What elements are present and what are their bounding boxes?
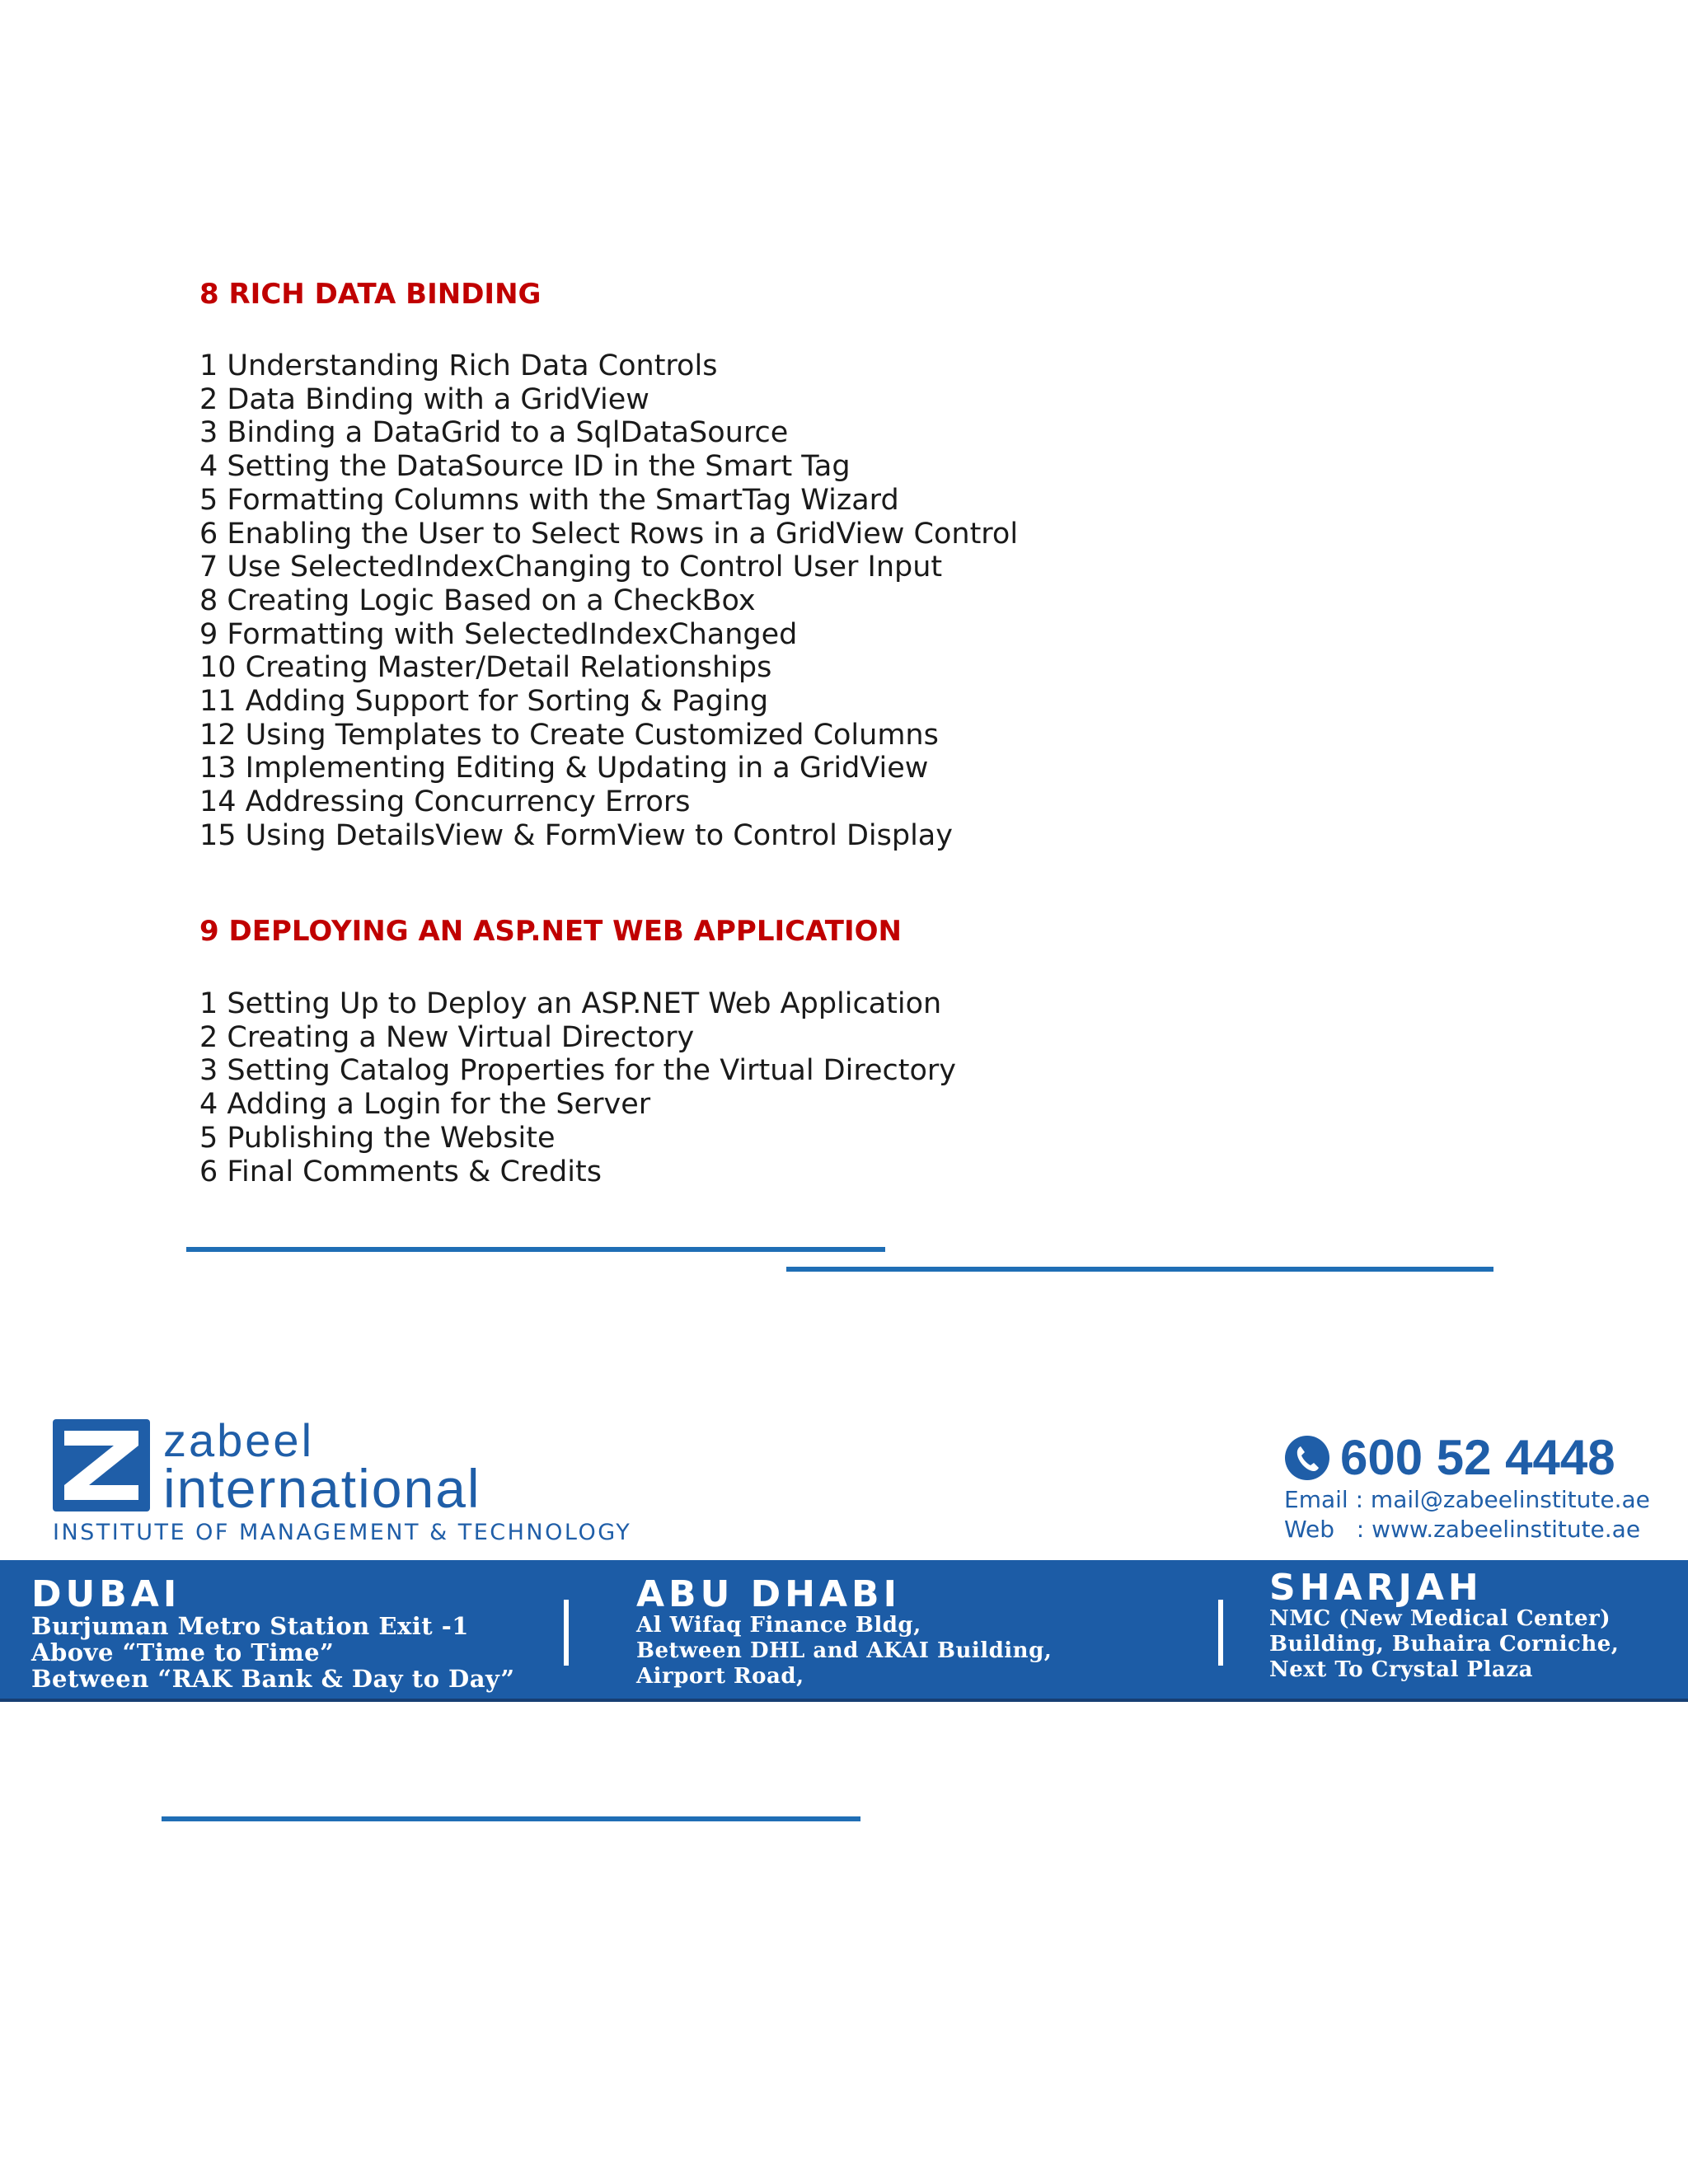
divider xyxy=(162,1816,860,1821)
location-name: SHARJAH xyxy=(1269,1567,1483,1609)
list-item: 8 Creating Logic Based on a CheckBox xyxy=(199,583,756,617)
lesson-list xyxy=(199,987,956,1188)
list-item: 5 Publishing the Website xyxy=(199,1121,556,1155)
section-deploying xyxy=(199,915,956,1188)
brand-logo xyxy=(53,1414,632,1548)
locations-band xyxy=(0,1560,1688,1702)
location-name: DUBAI xyxy=(31,1573,181,1615)
location-dubai xyxy=(31,1573,515,1693)
list-item: 6 Enabling the User to Select Rows in a GridView Control xyxy=(199,517,1019,551)
address-line: Between DHL and AKAI Building, xyxy=(636,1638,1053,1663)
list-item: 15 Using DetailsView & FormView to Control Display xyxy=(199,818,953,852)
address-line: Building, Buhaira Corniche, xyxy=(1269,1632,1620,1657)
list-item: 1 Understanding Rich Data Controls xyxy=(199,349,718,382)
location-sharjah xyxy=(1269,1567,1620,1683)
divider xyxy=(564,1600,569,1666)
address-line: Burjuman Metro Station Exit -1 xyxy=(31,1612,469,1640)
list-item: 4 Adding a Login for the Server xyxy=(199,1088,651,1122)
zabeel-logo-icon xyxy=(53,1419,150,1511)
list-item: 11 Adding Support for Sorting & Paging xyxy=(199,685,769,719)
location-abu-dhabi xyxy=(636,1573,1053,1690)
list-item: 1 Setting Up to Deploy an ASP.NET Web Application xyxy=(199,987,942,1020)
divider xyxy=(186,1247,885,1252)
list-item: 6 Final Comments & Credits xyxy=(199,1155,602,1188)
phone-number[interactable]: 600 52 4448 xyxy=(1340,1430,1615,1485)
location-name: ABU DHABI xyxy=(636,1573,901,1615)
phone-icon xyxy=(1284,1435,1330,1481)
address-line: Al Wifaq Finance Bldg, xyxy=(636,1613,921,1638)
list-item: 10 Creating Master/Detail Relationships xyxy=(199,651,772,685)
web-link[interactable]: Web : www.zabeelinstitute.ae xyxy=(1284,1516,1641,1543)
email-link[interactable]: Email : mail@zabeelinstitute.ae xyxy=(1284,1486,1650,1513)
list-item: 2 Data Binding with a GridView xyxy=(199,382,649,416)
list-item: 13 Implementing Editing & Updating in a GridView xyxy=(199,752,929,785)
list-item: 2 Creating a New Virtual Directory xyxy=(199,1020,695,1054)
contact-info xyxy=(1284,1431,1663,1544)
list-item: 5 Formatting Columns with the SmartTag Wizard xyxy=(199,483,899,517)
address-line: Between “RAK Bank & Day to Day” xyxy=(31,1665,515,1693)
list-item: 14 Addressing Concurrency Errors xyxy=(199,785,691,819)
list-item: 12 Using Templates to Create Customized Columns xyxy=(199,718,939,752)
list-item: 3 Binding a DataGrid to a SqlDataSource xyxy=(199,416,789,450)
section-rich-data-binding xyxy=(199,278,1018,853)
divider xyxy=(786,1267,1493,1272)
address-line: Airport Road, xyxy=(636,1664,804,1689)
lesson-list xyxy=(199,349,1018,853)
brand-tagline: INSTITUTE OF MANAGEMENT & TECHNOLOGY xyxy=(53,1520,632,1545)
list-item: 3 Setting Catalog Properties for the Virtual Directory xyxy=(199,1054,956,1088)
list-item: 9 Formatting with SelectedIndexChanged xyxy=(199,617,798,651)
brand-name-line2: international xyxy=(163,1458,481,1519)
address-line: NMC (New Medical Center) xyxy=(1269,1606,1611,1631)
section-title: 9 DEPLOYING AN ASP.NET WEB APPLICATION xyxy=(199,915,902,948)
list-item: 4 Setting the DataSource ID in the Smart Tag xyxy=(199,450,851,484)
brand-name-line1: zabeel xyxy=(163,1414,315,1466)
section-title: 8 RICH DATA BINDING xyxy=(199,278,542,311)
address-line: Above “Time to Time” xyxy=(31,1638,335,1666)
address-line: Next To Crystal Plaza xyxy=(1269,1657,1533,1682)
divider xyxy=(1218,1600,1223,1666)
list-item: 7 Use SelectedIndexChanging to Control User Input xyxy=(199,551,943,584)
phone-row xyxy=(1284,1431,1663,1485)
